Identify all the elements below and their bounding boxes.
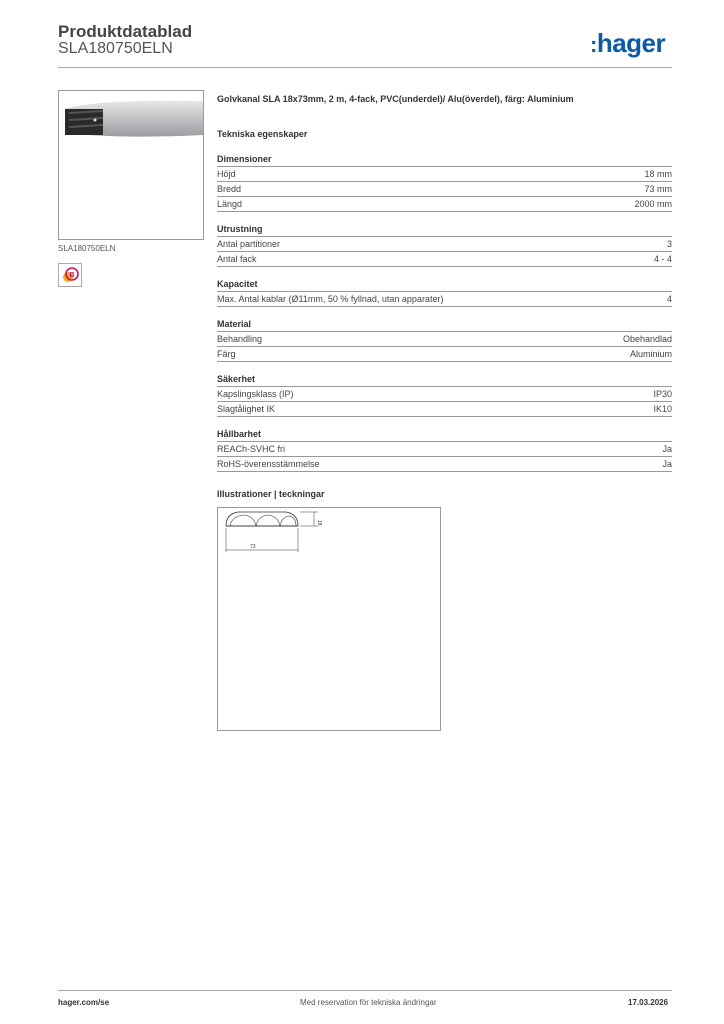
product-image [58, 90, 204, 240]
spec-row [217, 387, 672, 402]
section-dimensioner [217, 154, 672, 212]
spec-row [217, 292, 672, 307]
spec-value: 2000 mm [634, 199, 672, 209]
hager-logo: :hager [590, 28, 666, 58]
footer-disclaimer: Med reservation för tekniska ändringar [300, 998, 437, 1007]
spec-row [217, 237, 672, 252]
spec-label: Max. Antal kablar (Ø11mm, 50 % fyllnad, utan apparater) [217, 294, 444, 304]
spec-value: Ja [662, 459, 672, 469]
illustration-title: Illustrationer | teckningar [217, 489, 325, 499]
product-code-caption: SLA180750ELN [58, 244, 116, 253]
spec-value: Aluminium [629, 349, 672, 359]
section-material [217, 319, 672, 362]
svg-text:B: B [69, 272, 75, 279]
header-divider [58, 67, 672, 68]
dim-width-label: 73 [250, 544, 256, 550]
spec-row [217, 457, 672, 472]
spec-label: Höjd [217, 169, 236, 179]
footer-website-link[interactable]: hager.com/se [58, 998, 110, 1007]
section-utrustning [217, 224, 672, 267]
sustainability-badge-icon [58, 263, 82, 287]
section-title: Utrustning [217, 224, 672, 237]
spec-row [217, 402, 672, 417]
spec-label: REACh-SVHC fri [217, 444, 286, 454]
dim-height-label: 18 [316, 520, 322, 526]
spec-label: Bredd [217, 184, 242, 194]
section-title: Kapacitet [217, 279, 672, 292]
spec-label: Behandling [217, 334, 263, 344]
section-title: Dimensioner [217, 154, 672, 167]
footer-divider [58, 990, 672, 991]
spec-row [217, 197, 672, 212]
section-sakerhet [217, 374, 672, 417]
section-title: Säkerhet [217, 374, 672, 387]
page-title: Produktdatablad [58, 22, 193, 41]
spec-label: Längd [217, 199, 243, 209]
spec-value: Ja [662, 444, 672, 454]
illustration-drawing [217, 507, 441, 731]
section-title: Material [217, 319, 672, 332]
spec-value: 4 [666, 294, 672, 304]
spec-label: Färg [217, 349, 236, 359]
spec-row [217, 442, 672, 457]
product-description: Golvkanal SLA 18x73mm, 2 m, 4-fack, PVC(underdel)/ Alu(överdel), färg: Aluminium [217, 94, 574, 104]
spec-value: 4 - 4 [653, 254, 672, 264]
spec-value: Obehandlad [622, 334, 672, 344]
spec-value: IK10 [653, 404, 672, 414]
spec-label: Kapslingsklass (IP) [217, 389, 294, 399]
tech-heading: Tekniska egenskaper [217, 129, 308, 139]
spec-label: Slagtålighet IK [217, 404, 276, 414]
section-title: Hållbarhet [217, 429, 672, 442]
spec-row [217, 182, 672, 197]
spec-row [217, 332, 672, 347]
section-kapacitet [217, 279, 672, 307]
spec-row [217, 252, 672, 267]
spec-value: IP30 [653, 389, 672, 399]
spec-row [217, 347, 672, 362]
spec-value: 73 mm [644, 184, 672, 194]
footer-date: 17.03.2026 [628, 998, 669, 1007]
spec-panel [217, 94, 672, 484]
spec-row [217, 167, 672, 182]
spec-value: 3 [666, 239, 672, 249]
spec-label: Antal fack [217, 254, 257, 264]
spec-label: RoHS-överensstämmelse [217, 459, 320, 469]
product-code-title: SLA180750ELN [58, 40, 173, 57]
spec-label: Antal partitioner [217, 239, 281, 249]
section-hallbarhet [217, 429, 672, 472]
spec-value: 18 mm [644, 169, 672, 179]
